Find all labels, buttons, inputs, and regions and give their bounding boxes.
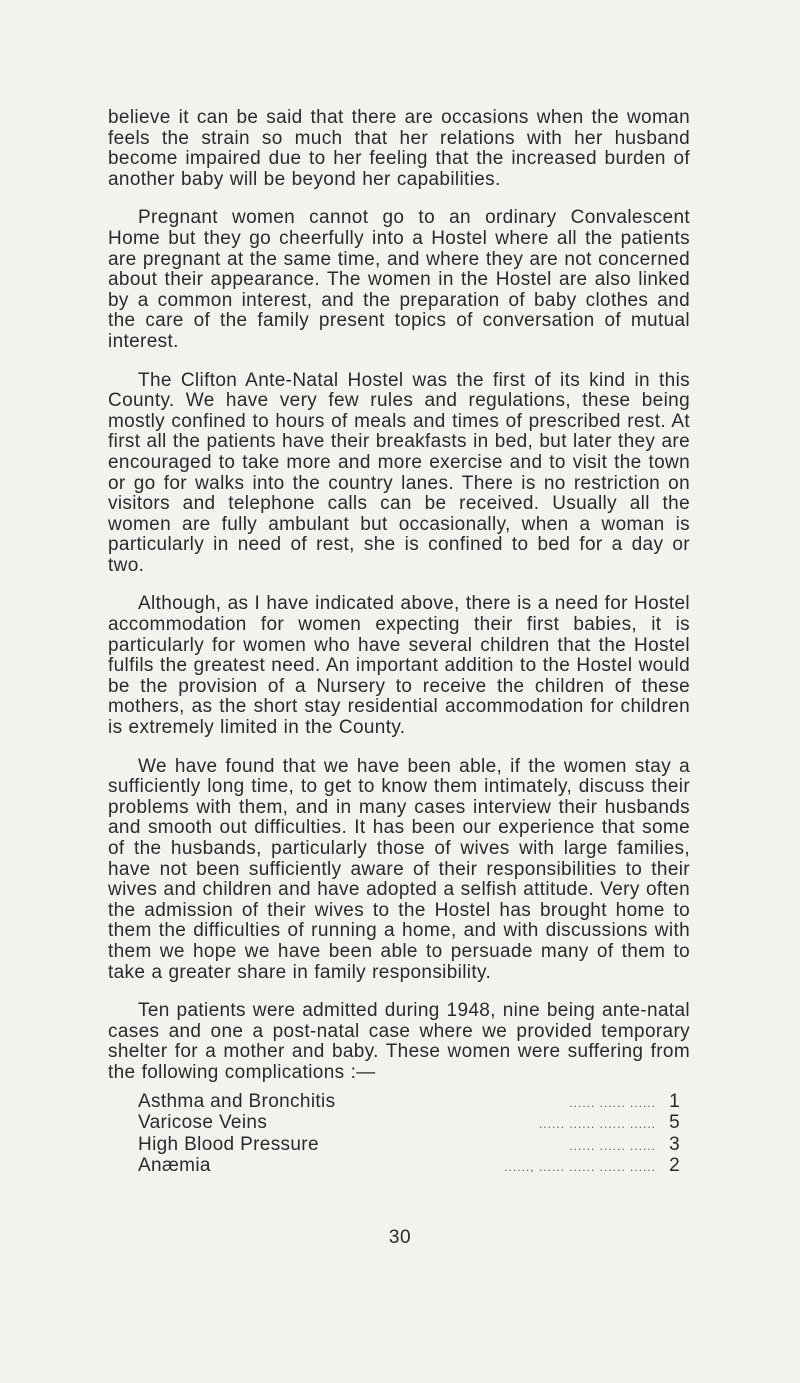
document-page [108,108,690,1178]
paragraph-clifton-hostel: The Clifton Ante-Natal Hostel was the first of its kind in this County. We have very few rules and regulations, these being mostly confined to hours of meals and times of prescribed rest. At first all the patients have their breakfasts in bed, but later they are encouraged to take more and more exercise and to visit the town or go for walks into the country lanes. There is no restriction on visitors and telephone calls can be received. Usually all the women are fully ambulant but occasionally, when a woman is particularly in need of rest, she is confined to bed for a day or two. [108,369,690,576]
list-item [138,1135,680,1157]
complication-label: Varicose Veins [138,1112,268,1134]
list-item [138,1092,680,1114]
paragraph-husbands: We have found that we have been able, if the women stay a sufficiently long time, to get to know them intimately, discuss their problems with them, and in many cases interview their husbands and smooth out difficulties. It has been our experience that some of the husbands, particularly those of wives with large families, have not been sufficiently aware of their responsibilities to their wives and children and have adopted a selfish attitude. Very often the admission of their wives to the Hostel has brought home to them the difficulties of running a home, and with discussions with them we hope we have been able to persuade many of them to take a greater share in family responsibility. [108,755,690,983]
paragraph-hostel-accommodation: Although, as I have indicated above, there is a need for Hostel accommodation for women expecting their first babies, it is particularly for women who have several children that the Hostel fulfils the greatest need. An important addition to the Hostel would be the provision of a Nursery to receive the children of these mothers, as the short stay residential accommodation for children is extremely limited in the County. [108,593,690,739]
paragraph-pregnant-women: Pregnant women cannot go to an ordinary Convalescent Home but they go cheerfully into a Hostel where all the patients are pregnant at the same time, and where they are not concerned about their appearance. The women in the Hostel are also linked by a common interest, and the preparation of baby clothes and the care of the family present topics of conversation of mutual interest. [108,207,690,352]
complication-count: 3 [669,1133,680,1155]
paragraph-strain: believe it can be said that there are occasions when the woman feels the strain so much that her relations with her husband become impaired due to her feeling that the increased burden of another baby will be beyond her capabilities. [108,107,690,190]
page-number: 30 [388,1227,412,1248]
list-item [138,1113,680,1135]
paragraph-patients-admitted: Ten patients were admitted during 1948, nine being ante-natal cases and one a post-natal case where we provided temporary shelter for a mother and baby. These women were suffering from the following complications :— [108,1000,690,1083]
complication-label: Anæmia [138,1155,211,1177]
dot-leader: ......, ...... ...... ...... ...... [504,1160,656,1175]
complication-label: Asthma and Bronchitis [138,1090,336,1112]
list-item [138,1156,680,1178]
dot-leader: ...... ...... ...... [569,1095,656,1110]
dot-leader: ...... ...... ...... ...... [538,1117,656,1132]
complication-count: 5 [669,1112,680,1134]
complication-label: High Blood Pressure [138,1133,319,1155]
dot-leader: ...... ...... ...... [569,1138,656,1153]
complication-count: 1 [669,1090,680,1112]
complication-count: 2 [669,1155,680,1177]
complications-list [138,1092,680,1178]
